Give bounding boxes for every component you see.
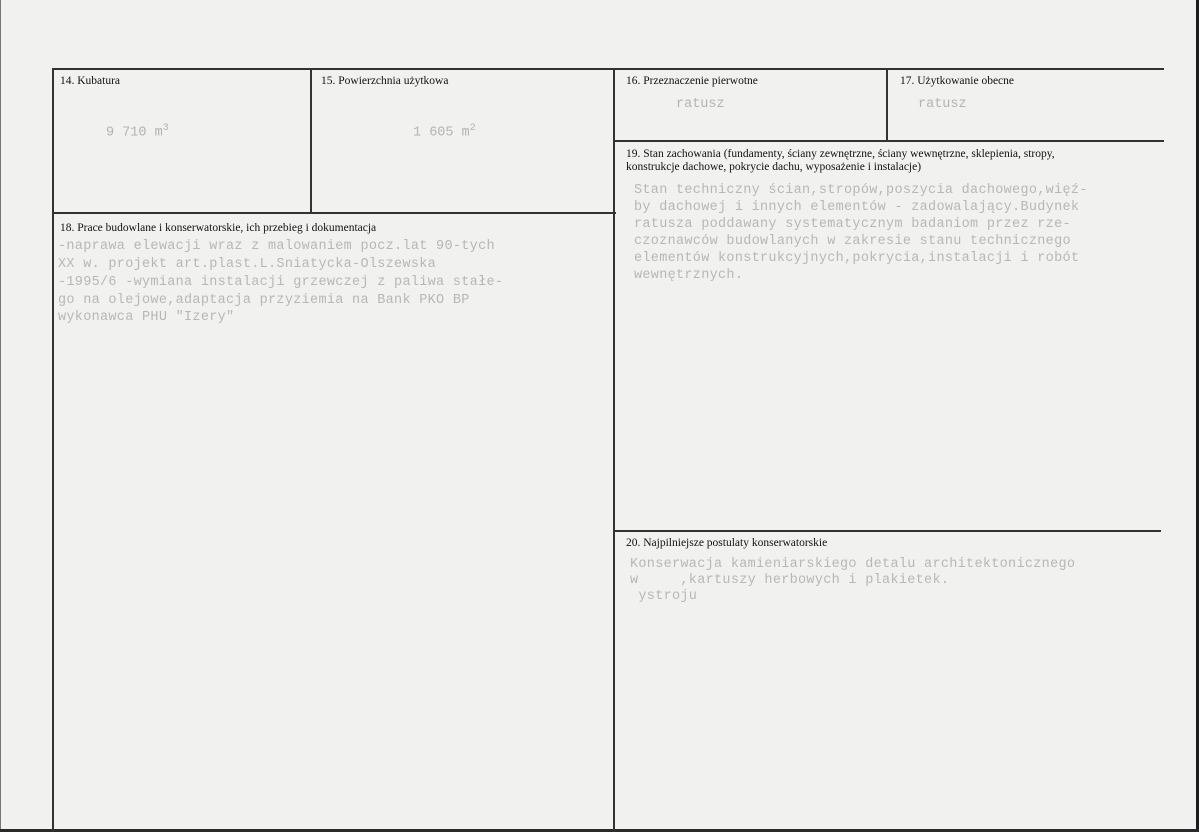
field-19-line: Stan techniczny ścian,stropów,poszycia dachowego,więź- [634,183,1088,198]
field-18-line: go na olejowe,adaptacja przyziemia na Bank PKO BP [58,293,470,308]
field-15-value: 1 605 $m^2$ [413,123,476,141]
field-14-value: 9 710 $m^3$ [106,123,169,141]
field-17-value: ratusz [918,97,967,112]
field-20-label: 20. Najpilniejsze postulaty konserwatorskie [626,537,828,549]
field-18-label: 18. Prace budowlane i konserwatorskie, ich przebieg i dokumentacja [60,222,377,234]
grid-line-row2-right [615,530,1161,532]
field-20-line: Konserwacja kamieniarskiego detalu architektonicznego [630,557,1076,572]
field-19-line: elementów konstrukcyjnych,pokrycia,instalacji i robót [634,251,1080,266]
grid-line-col-15 [310,68,312,213]
field-19-line: ratusza poddawany systematycznym badaniom przez rze- [634,217,1071,232]
field-18-line: -naprawa elewacji wraz z malowaniem pocz.lat 90-tych [58,239,495,254]
field-17-label: 17. Użytkowanie obecne [900,75,1015,87]
field-18-line: XX w. projekt art.plast.L.Sniatycka-Olszewska [58,257,437,272]
field-19-label: 19. Stan zachowania (fundamenty, ściany zewnętrzne, ściany wewnętrzne, sklepienia, stropy, konstrukcje dachowe, pokrycie dachu, wyposażenie i instalacje) [626,148,1055,173]
field-18-line: -1995/6 -wymiana instalacji grzewczej z paliwa stałe- [58,275,504,290]
field-20-line: w ,kartuszy herbowych i plakietek. [630,573,950,588]
grid-line-row1-right [615,140,1164,142]
field-16-label: 16. Przeznaczenie pierwotne [626,75,758,87]
grid-line-center [613,68,615,832]
card-left-edge [0,0,1,832]
grid-line-top [52,68,1164,70]
field-19-line: wewnętrznych. [634,268,744,283]
grid-line-row1-left [52,212,616,214]
field-14-label: 14. Kubatura [60,75,121,87]
grid-line-left [52,68,54,832]
field-19-line: by dachowej i innych elementów - zadowalający.Budynek [634,200,1080,215]
field-19-line: czoznawców budowlanych w zakresie stanu technicznego [634,234,1071,249]
field-18-line: wykonawca PHU "Izery" [58,310,235,325]
field-20-line: ystroju [630,589,698,604]
field-15-label: 15. Powierzchnia użytkowa [321,75,449,87]
grid-line-col-17 [886,68,888,141]
field-16-value: ratusz [676,97,725,112]
